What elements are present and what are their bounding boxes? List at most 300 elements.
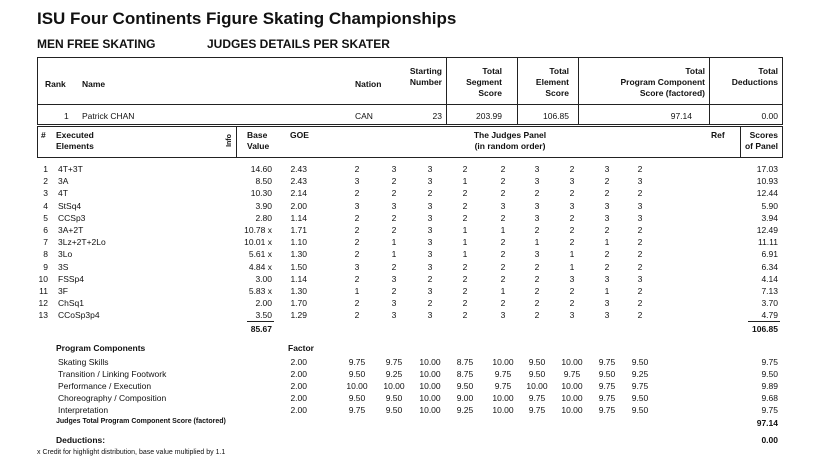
element-number: 9 bbox=[43, 261, 48, 272]
element-number: 5 bbox=[43, 212, 48, 223]
component-factor: 2.00 bbox=[290, 369, 307, 379]
component-judge-mark: 9.50 bbox=[631, 393, 649, 403]
tss-label-1: Total bbox=[482, 66, 502, 76]
judge-mark: 3 bbox=[354, 261, 360, 272]
element-code: 3A bbox=[58, 176, 69, 187]
component-judge-mark: 9.75 bbox=[385, 357, 403, 367]
judge-mark: 3 bbox=[391, 164, 397, 174]
starting-label: Starting bbox=[409, 66, 442, 76]
judge-mark: 2 bbox=[354, 225, 360, 235]
tes-label-1: Total bbox=[549, 66, 569, 76]
component-judge-mark: 10.00 bbox=[492, 393, 514, 403]
judge-mark: 1 bbox=[462, 249, 468, 260]
element-base-value: 10.78 x bbox=[244, 225, 272, 235]
element-panel-score: 10.93 bbox=[756, 176, 778, 187]
judge-mark: 2 bbox=[500, 261, 506, 272]
component-factor: 2.00 bbox=[290, 393, 307, 403]
judge-mark: 1 bbox=[604, 237, 610, 248]
judge-mark: 2 bbox=[391, 261, 397, 272]
tss-label-3: Score bbox=[478, 88, 502, 98]
element-panel-score: 3.94 bbox=[761, 212, 778, 223]
component-judge-mark: 9.75 bbox=[598, 381, 616, 391]
element-number: 10 bbox=[38, 273, 48, 284]
judge-mark: 3 bbox=[391, 310, 397, 321]
judge-mark: 2 bbox=[462, 286, 468, 296]
bv-label-1: Base bbox=[247, 130, 268, 140]
judge-mark: 2 bbox=[500, 273, 506, 284]
summary-col-divider bbox=[709, 57, 710, 125]
component-judge-mark: 9.25 bbox=[385, 369, 403, 379]
judge-mark: 3 bbox=[391, 273, 397, 284]
pcs-label-2: Program Component bbox=[620, 77, 705, 87]
component-judge-mark: 9.50 bbox=[456, 381, 474, 391]
judge-mark: 2 bbox=[534, 188, 540, 199]
ded-label-1: Total bbox=[758, 66, 778, 76]
judge-mark: 1 bbox=[604, 286, 610, 296]
component-judge-mark: 10.00 bbox=[492, 357, 514, 367]
component-judge-mark: 10.00 bbox=[492, 405, 514, 415]
judge-mark: 3 bbox=[534, 249, 540, 260]
judge-mark: 3 bbox=[427, 237, 433, 248]
bv-label-2: Value bbox=[247, 141, 270, 151]
element-code: 3Lo bbox=[58, 249, 73, 260]
summary-divider bbox=[37, 104, 783, 105]
component-judge-mark: 9.75 bbox=[598, 393, 616, 403]
summary-col-divider bbox=[517, 57, 518, 125]
component-name: Performance / Execution bbox=[58, 381, 152, 391]
judge-mark: 2 bbox=[391, 212, 397, 223]
judge-mark: 3 bbox=[500, 310, 506, 321]
judge-mark: 3 bbox=[534, 212, 540, 223]
rank-header: Rank bbox=[45, 79, 66, 89]
judge-mark: 2 bbox=[462, 298, 468, 309]
info-header: Info bbox=[225, 134, 233, 147]
component-judge-mark: 9.75 bbox=[528, 405, 546, 415]
element-panel-score: 11.11 bbox=[757, 237, 778, 248]
element-code: 4T bbox=[58, 188, 68, 199]
element-code: CCSp3 bbox=[58, 212, 86, 223]
exec-label-2: Elements bbox=[56, 141, 94, 151]
element-base-value: 2.80 bbox=[255, 212, 272, 223]
scores-of-panel-header bbox=[743, 130, 778, 152]
element-goe: 2.43 bbox=[290, 176, 307, 187]
judge-mark: 2 bbox=[637, 298, 643, 309]
judge-mark: 3 bbox=[427, 176, 433, 187]
element-goe: 2.00 bbox=[290, 200, 307, 211]
judge-mark: 3 bbox=[569, 310, 575, 321]
judge-mark: 3 bbox=[637, 273, 643, 284]
judge-mark: 3 bbox=[604, 164, 610, 174]
judge-mark: 2 bbox=[604, 188, 610, 199]
skater-starting-number: 23 bbox=[432, 111, 442, 121]
judge-mark: 2 bbox=[500, 164, 506, 174]
element-number: 1 bbox=[43, 164, 48, 174]
pcs-label-3: Score (factored) bbox=[639, 88, 705, 98]
judge-mark: 2 bbox=[354, 164, 360, 174]
component-panel-score: 9.50 bbox=[761, 369, 778, 379]
element-number: 12 bbox=[38, 298, 48, 309]
element-goe: 1.30 bbox=[290, 286, 307, 296]
element-number: 3 bbox=[43, 188, 48, 199]
judge-mark: 2 bbox=[534, 310, 540, 321]
component-factor: 2.00 bbox=[290, 381, 307, 391]
component-factor: 2.00 bbox=[290, 405, 307, 415]
judge-mark: 2 bbox=[637, 225, 643, 235]
judge-mark: 2 bbox=[604, 176, 610, 187]
component-judge-mark: 10.00 bbox=[419, 393, 441, 403]
ded-label-2: Deductions bbox=[731, 77, 778, 87]
judge-mark: 2 bbox=[354, 249, 360, 260]
element-number: 13 bbox=[38, 310, 48, 321]
judge-mark: 2 bbox=[637, 310, 643, 321]
elements-total-rule bbox=[748, 321, 780, 322]
element-base-value: 5.61 x bbox=[248, 249, 272, 260]
judge-mark: 1 bbox=[462, 225, 468, 235]
base-value-header bbox=[247, 130, 269, 152]
judge-mark: 2 bbox=[354, 298, 360, 309]
pcs-label-1: Total bbox=[685, 66, 705, 76]
element-goe: 2.43 bbox=[290, 164, 307, 174]
element-number: 7 bbox=[43, 237, 48, 248]
judge-mark: 2 bbox=[500, 176, 506, 187]
element-panel-score: 5.90 bbox=[761, 200, 778, 211]
factor-header: Factor bbox=[288, 343, 314, 353]
element-code: StSq4 bbox=[58, 200, 82, 211]
element-base-value: 8.50 bbox=[255, 176, 272, 187]
skater-deductions: 0.00 bbox=[761, 111, 778, 121]
judge-mark: 2 bbox=[500, 298, 506, 309]
element-panel-score: 4.79 bbox=[761, 310, 778, 321]
panel-label-2: (in random order) bbox=[474, 141, 546, 151]
elements-total: 106.85 bbox=[752, 324, 778, 334]
deductions-value: 0.00 bbox=[761, 435, 778, 445]
judge-mark: 3 bbox=[427, 212, 433, 223]
judge-mark: 2 bbox=[500, 249, 506, 260]
element-base-value: 5.83 x bbox=[248, 286, 272, 296]
component-judge-mark: 9.75 bbox=[598, 357, 616, 367]
judge-mark: 3 bbox=[391, 200, 397, 211]
tes-label-2: Element bbox=[535, 77, 569, 87]
element-number: 6 bbox=[43, 225, 48, 235]
component-judge-mark: 9.50 bbox=[598, 369, 616, 379]
judge-mark: 3 bbox=[427, 261, 433, 272]
executed-elements-header bbox=[56, 130, 94, 152]
component-panel-score: 9.89 bbox=[761, 381, 778, 391]
element-code: 3S bbox=[58, 261, 69, 272]
element-panel-score: 3.70 bbox=[761, 298, 778, 309]
number-label: Number bbox=[409, 77, 442, 87]
scores-label-2: of Panel bbox=[744, 141, 778, 151]
nation-header: Nation bbox=[355, 79, 382, 89]
judge-mark: 2 bbox=[500, 237, 506, 248]
judge-mark: 3 bbox=[637, 176, 643, 187]
element-base-value: 10.01 x bbox=[244, 237, 272, 248]
component-judge-mark: 9.00 bbox=[456, 393, 474, 403]
judge-mark: 3 bbox=[534, 200, 540, 211]
judge-mark: 1 bbox=[462, 237, 468, 248]
judge-mark: 2 bbox=[534, 261, 540, 272]
element-number: 11 bbox=[39, 286, 48, 296]
judges-panel-header bbox=[450, 130, 570, 152]
element-panel-score: 12.49 bbox=[756, 225, 778, 235]
component-judge-mark: 9.75 bbox=[494, 381, 512, 391]
judge-mark: 1 bbox=[391, 249, 397, 260]
judge-mark: 2 bbox=[534, 225, 540, 235]
pcs-header bbox=[582, 66, 705, 99]
num-header: # bbox=[41, 130, 46, 140]
element-panel-score: 6.91 bbox=[761, 249, 778, 260]
footnote: x Credit for highlight distribution, base value multiplied by 1.1 bbox=[37, 449, 226, 456]
judge-mark: 2 bbox=[391, 225, 397, 235]
component-judge-mark: 10.00 bbox=[419, 381, 441, 391]
component-judge-mark: 9.75 bbox=[528, 393, 546, 403]
skater-nation: CAN bbox=[355, 111, 373, 121]
element-panel-score: 6.34 bbox=[761, 261, 778, 272]
element-goe: 1.50 bbox=[290, 261, 307, 272]
component-judge-mark: 9.50 bbox=[385, 393, 403, 403]
component-judge-mark: 9.75 bbox=[631, 381, 649, 391]
element-goe: 1.14 bbox=[290, 212, 307, 223]
judge-mark: 2 bbox=[354, 273, 360, 284]
component-judge-mark: 10.00 bbox=[526, 381, 548, 391]
judge-mark: 2 bbox=[534, 286, 540, 296]
component-judge-mark: 9.50 bbox=[631, 357, 649, 367]
judge-mark: 3 bbox=[427, 310, 433, 321]
element-code: 3A+2T bbox=[58, 225, 84, 235]
judge-mark: 3 bbox=[354, 176, 360, 187]
component-judge-mark: 9.75 bbox=[348, 357, 366, 367]
tss-label-2: Segment bbox=[466, 77, 502, 87]
component-name: Transition / Linking Footwork bbox=[58, 369, 167, 379]
component-judge-mark: 10.00 bbox=[419, 405, 441, 415]
component-judge-mark: 10.00 bbox=[419, 369, 441, 379]
judge-mark: 2 bbox=[462, 310, 468, 321]
judge-mark: 2 bbox=[534, 298, 540, 309]
judge-mark: 3 bbox=[604, 273, 610, 284]
element-goe: 1.70 bbox=[290, 298, 307, 309]
element-goe: 1.14 bbox=[290, 273, 307, 284]
component-judge-mark: 8.75 bbox=[456, 369, 474, 379]
judge-mark: 2 bbox=[391, 188, 397, 199]
component-judge-mark: 10.00 bbox=[419, 357, 441, 367]
judge-mark: 1 bbox=[462, 176, 468, 187]
judge-mark: 2 bbox=[462, 188, 468, 199]
judge-mark: 2 bbox=[354, 310, 360, 321]
summary-col-divider bbox=[446, 57, 447, 125]
judge-mark: 3 bbox=[604, 310, 610, 321]
component-name: Skating Skills bbox=[58, 357, 109, 367]
component-judge-mark: 10.00 bbox=[346, 381, 368, 391]
judge-mark: 2 bbox=[427, 188, 433, 199]
judge-mark: 3 bbox=[500, 200, 506, 211]
element-base-value: 4.84 x bbox=[248, 261, 272, 272]
element-panel-score: 17.03 bbox=[756, 164, 778, 174]
element-code: 4T+3T bbox=[58, 164, 83, 174]
judge-mark: 3 bbox=[391, 298, 397, 309]
component-judge-mark: 9.75 bbox=[494, 369, 512, 379]
element-number: 2 bbox=[43, 176, 48, 187]
judge-mark: 2 bbox=[569, 212, 575, 223]
judge-mark: 3 bbox=[604, 212, 610, 223]
element-base-value: 3.00 bbox=[255, 273, 272, 284]
judge-mark: 3 bbox=[427, 164, 433, 174]
judge-mark: 2 bbox=[637, 188, 643, 199]
element-panel-score: 12.44 bbox=[756, 188, 778, 199]
panel-label-1: The Judges Panel bbox=[473, 130, 547, 140]
judge-mark: 1 bbox=[569, 249, 575, 260]
component-judge-mark: 10.00 bbox=[561, 405, 583, 415]
skater-rank: 1 bbox=[64, 111, 69, 121]
skater-name: Patrick CHAN bbox=[82, 111, 135, 121]
judge-mark: 3 bbox=[604, 298, 610, 309]
page-title: ISU Four Continents Figure Skating Championships bbox=[37, 9, 457, 28]
judge-mark: 2 bbox=[462, 212, 468, 223]
scores-label-1: Scores bbox=[749, 130, 778, 140]
tss-header bbox=[450, 66, 502, 99]
skater-tes: 106.85 bbox=[543, 111, 569, 121]
judge-mark: 3 bbox=[427, 225, 433, 235]
component-judge-mark: 9.75 bbox=[598, 405, 616, 415]
judge-mark: 2 bbox=[569, 286, 575, 296]
judge-mark: 3 bbox=[427, 200, 433, 211]
judge-mark: 3 bbox=[534, 164, 540, 174]
judge-mark: 3 bbox=[354, 200, 360, 211]
judge-mark: 2 bbox=[604, 249, 610, 260]
judge-mark: 3 bbox=[569, 273, 575, 284]
ref-header: Ref bbox=[711, 130, 725, 140]
component-judge-mark: 8.75 bbox=[456, 357, 474, 367]
component-judge-mark: 10.00 bbox=[383, 381, 405, 391]
element-number: 4 bbox=[43, 200, 48, 211]
judge-mark: 3 bbox=[427, 249, 433, 260]
event-subtitle: MEN FREE SKATING bbox=[37, 37, 156, 51]
judge-mark: 2 bbox=[569, 188, 575, 199]
goe-header: GOE bbox=[290, 130, 309, 140]
judge-mark: 2 bbox=[427, 273, 433, 284]
element-code: CCoSp3p4 bbox=[58, 310, 100, 321]
starting-number-header bbox=[395, 66, 442, 88]
element-base-value: 2.00 bbox=[255, 298, 272, 309]
element-base-value: 10.30 bbox=[250, 188, 272, 199]
component-judge-mark: 9.50 bbox=[528, 369, 546, 379]
element-code: 3F bbox=[58, 286, 68, 296]
element-code: ChSq1 bbox=[58, 298, 84, 309]
element-goe: 2.14 bbox=[290, 188, 307, 199]
judge-mark: 2 bbox=[637, 261, 643, 272]
element-code: FSSp4 bbox=[58, 273, 84, 284]
ref-col-divider bbox=[740, 126, 741, 158]
judge-mark: 2 bbox=[462, 164, 468, 174]
judge-mark: 1 bbox=[534, 237, 540, 248]
component-judge-mark: 9.75 bbox=[563, 369, 581, 379]
judge-mark: 3 bbox=[427, 286, 433, 296]
judge-mark: 2 bbox=[637, 249, 643, 260]
component-judge-mark: 9.25 bbox=[456, 405, 474, 415]
component-judge-mark: 9.75 bbox=[348, 405, 366, 415]
elements-header-box bbox=[37, 126, 783, 158]
component-judge-mark: 9.50 bbox=[528, 357, 546, 367]
judge-mark: 3 bbox=[637, 200, 643, 211]
judge-mark: 2 bbox=[637, 237, 643, 248]
base-total-rule bbox=[247, 321, 274, 322]
element-goe: 1.10 bbox=[290, 237, 307, 248]
skater-tss: 203.99 bbox=[476, 111, 502, 121]
deductions-header bbox=[712, 66, 778, 88]
judge-mark: 1 bbox=[354, 286, 360, 296]
component-judge-mark: 10.00 bbox=[561, 357, 583, 367]
element-base-value: 3.50 bbox=[255, 310, 272, 321]
judge-mark: 2 bbox=[427, 298, 433, 309]
component-judge-mark: 10.00 bbox=[561, 381, 583, 391]
component-judge-mark: 9.50 bbox=[385, 405, 403, 415]
skater-pcs: 97.14 bbox=[670, 111, 692, 121]
judge-mark: 2 bbox=[391, 176, 397, 187]
judge-mark: 3 bbox=[569, 176, 575, 187]
report-subtitle: JUDGES DETAILS PER SKATER bbox=[207, 37, 390, 51]
info-col-divider bbox=[236, 126, 237, 158]
component-judge-mark: 9.25 bbox=[631, 369, 649, 379]
judge-mark: 1 bbox=[500, 286, 506, 296]
element-panel-score: 4.14 bbox=[761, 273, 778, 284]
judge-mark: 1 bbox=[569, 261, 575, 272]
component-panel-score: 9.75 bbox=[761, 405, 778, 415]
judge-mark: 2 bbox=[354, 212, 360, 223]
judge-mark: 2 bbox=[569, 164, 575, 174]
judge-mark: 2 bbox=[500, 212, 506, 223]
component-panel-score: 9.68 bbox=[761, 393, 778, 403]
judge-mark: 2 bbox=[462, 200, 468, 211]
component-name: Choreography / Composition bbox=[58, 393, 167, 403]
judge-mark: 1 bbox=[391, 237, 397, 248]
name-header: Name bbox=[82, 79, 106, 89]
component-name: Interpretation bbox=[58, 405, 109, 415]
judge-mark: 2 bbox=[637, 286, 643, 296]
judge-mark: 2 bbox=[462, 261, 468, 272]
element-base-value: 14.60 bbox=[250, 164, 272, 174]
base-value-total: 85.67 bbox=[250, 324, 272, 334]
judge-mark: 2 bbox=[391, 286, 397, 296]
element-goe: 1.71 bbox=[290, 225, 307, 235]
deductions-label: Deductions: bbox=[56, 435, 106, 445]
element-panel-score: 7.13 bbox=[761, 286, 778, 296]
judge-mark: 3 bbox=[569, 200, 575, 211]
judge-mark: 2 bbox=[534, 273, 540, 284]
component-judge-mark: 9.50 bbox=[348, 393, 366, 403]
judge-mark: 3 bbox=[534, 176, 540, 187]
component-judge-mark: 10.00 bbox=[561, 393, 583, 403]
component-judge-mark: 9.50 bbox=[348, 369, 366, 379]
component-panel-score: 9.75 bbox=[761, 357, 778, 367]
program-components-header: Program Components bbox=[56, 343, 146, 353]
element-code: 3Lz+2T+2Lo bbox=[58, 237, 106, 248]
judge-mark: 2 bbox=[462, 273, 468, 284]
element-goe: 1.30 bbox=[290, 249, 307, 260]
judge-mark: 2 bbox=[354, 188, 360, 199]
judge-mark: 1 bbox=[500, 225, 506, 235]
exec-label-1: Executed bbox=[56, 130, 94, 140]
judge-mark: 2 bbox=[569, 237, 575, 248]
judge-mark: 2 bbox=[500, 188, 506, 199]
judge-mark: 3 bbox=[637, 212, 643, 223]
judge-mark: 2 bbox=[569, 225, 575, 235]
judge-mark: 2 bbox=[637, 164, 643, 174]
tes-label-3: Score bbox=[545, 88, 569, 98]
judge-mark: 2 bbox=[354, 237, 360, 248]
judge-mark: 3 bbox=[604, 200, 610, 211]
judge-mark: 2 bbox=[604, 225, 610, 235]
pcs-total: 97.14 bbox=[756, 418, 778, 428]
summary-col-divider bbox=[578, 57, 579, 125]
